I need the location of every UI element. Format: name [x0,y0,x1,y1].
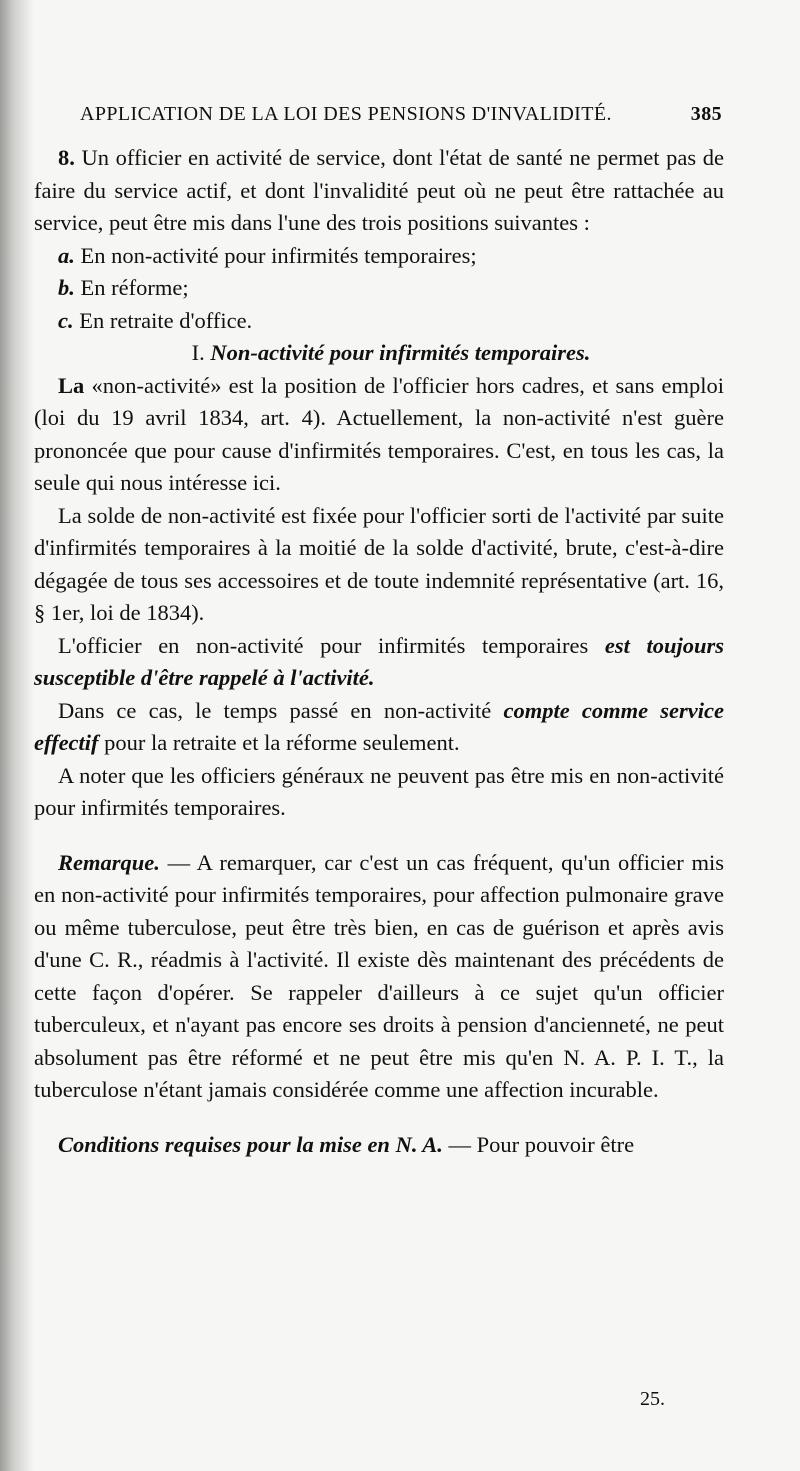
page-body [34,142,724,1161]
section-number: I. [191,340,205,365]
paragraph-text: La solde de non-activité est fixée pour l'officier sorti de l'activité par suite d'infirmités temporaires à la moitié de la solde d'activité, brute, c'est-à-dire dégagée de tous ses accessoires et de toute indemnité représentative (art. 16, § 1er, loi de 1834). [34,502,724,625]
paragraph-conditions [34,1129,724,1162]
positions-list [34,240,724,338]
paragraph-lead: La [58,372,85,398]
list-item-text: En non-activité pour infirmités temporaires; [74,242,477,268]
list-item-letter: a. [58,242,75,268]
spacer [34,1107,724,1129]
intro-paragraph [34,142,724,240]
paragraph-text: «non-activité» est la position de l'officier hors cadres, et sans emploi (loi du 19 avril 1834, art. 4). Actuellement, la non-activité n'est guère prononcée que pour cause d'infirmités temporaires. C'est, en tous les cas, la seule qui nous intéresse ici. [34,372,724,495]
signature-mark: 25. [640,1388,665,1410]
paragraph-text: A noter que les officiers généraux ne peuvent pas être mis en non-activité pour infirmités temporaires. [34,762,724,820]
paragraph-number: 8. [58,145,75,170]
paragraph-emphasis: compte comme service effectif [34,697,724,755]
paragraph-text: Dans ce cas, le temps passé en non-activité [58,697,504,723]
list-item-letter: b. [58,275,75,300]
list-item [58,272,724,305]
paragraph-text: — Pour pouvoir être [442,1131,635,1157]
paragraph-solde [34,500,724,630]
paragraph-emphasis: est toujours susceptible d'être rappelé à l'activité. [34,632,724,690]
list-item-text: En réforme; [74,275,189,300]
scan-edge-shadow [0,0,34,1471]
conditions-label: Conditions requises pour la mise en N. A. [58,1131,443,1157]
paragraph-generaux [34,760,724,825]
paragraph-text: — A remarquer, car c'est un cas fréquent, qu'un officier mis en non-activité pour infirmités temporaires, pour affection pulmonaire grave ou même tuberculose, peut être très bien, en cas de guérison et après avis d'une C. R., réadmis à l'activité. Il existe dès maintenant des précédents de cette façon d'opérer. Se rappeler d'ailleurs à ce sujet qu'un officier tuberculeux, et n'ayant pas encore ses droits à pension d'ancienneté, ne peut absolument pas être réformé et ne peut être mis qu'en N. A. P. I. T., la tuberculose n'étant jamais considérée comme une affection incurable. [34,849,724,1102]
paragraph-definition [34,370,724,500]
running-header-title: APPLICATION DE LA LOI DES PENSIONS D'INVALIDITÉ. [80,103,612,125]
list-item-letter: c. [58,307,74,333]
section-heading [34,337,724,370]
paragraph-tail: pour la retraite et la réforme seulement. [98,730,460,755]
remarque-label: Remarque. [58,849,160,875]
spacer [34,825,724,847]
running-header [80,103,722,126]
list-item-text: En retraite d'office. [73,307,253,333]
page-number: 385 [690,103,722,125]
paragraph-text: L'officier en non-activité pour infirmités temporaires [58,632,605,658]
paragraph-service [34,695,724,760]
paragraph-remarque [34,847,724,1107]
list-item [58,240,724,273]
list-item [58,305,724,338]
section-title: Non-activité pour infirmités temporaires. [204,340,591,365]
intro-text: Un officier en activité de service, dont l'état de santé ne permet pas de faire du service actif, et dont l'invalidité peut où ne peut être rattachée au service, peut être mis dans l'une des trois positions suivantes : [34,145,724,235]
paragraph-rappel [34,630,724,695]
